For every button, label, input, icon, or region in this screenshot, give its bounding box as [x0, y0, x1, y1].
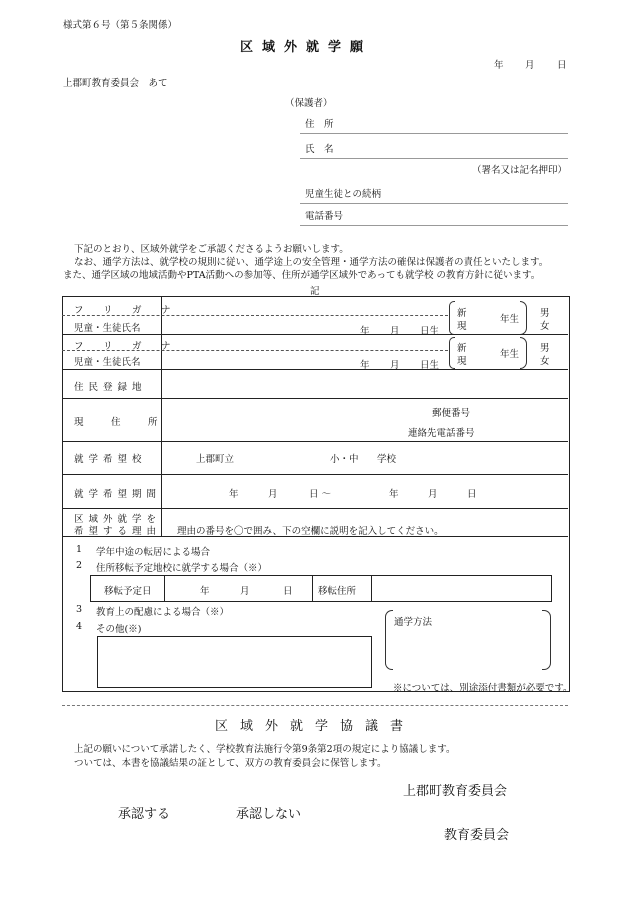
row-divider [62, 334, 568, 335]
contact-phone-label: 連絡先電話番号 [408, 428, 475, 439]
board-name: 上郡町教育委員会 [403, 784, 508, 799]
row-divider [62, 441, 568, 442]
status-current-1: 現 [457, 321, 467, 332]
birth-year-1: 年 [360, 326, 370, 337]
date-month: 月 [525, 60, 535, 71]
birth-year-2: 年 [360, 360, 370, 371]
row-divider [62, 536, 568, 537]
furigana-divider-1 [62, 315, 448, 316]
phone-label: 電話番号 [305, 211, 344, 222]
row-divider [62, 369, 568, 370]
relation-label: 児童生徒との続柄 [305, 189, 382, 200]
period-day-2: 日 [467, 489, 477, 500]
move-date-label: 移転予定日 [104, 586, 152, 597]
school-word-label: 学校 [377, 454, 397, 465]
section-separator [62, 705, 568, 706]
period-month-1: 月 [268, 489, 278, 500]
period-year-2: 年 [389, 489, 399, 500]
row-divider [62, 508, 568, 509]
reason-num-4[interactable]: 4 [76, 621, 83, 632]
guardian-address-line[interactable] [300, 133, 568, 134]
guardian-heading: （保護者） [285, 98, 333, 109]
birth-month-1: 月 [390, 326, 400, 337]
furigana-divider-2 [62, 350, 448, 351]
move-year: 年 [200, 586, 210, 597]
registered-address-label: 住民登録地 [74, 382, 147, 393]
guardian-address-label: 住 所 [305, 119, 334, 130]
date-day: 日 [557, 60, 567, 71]
reason-text-4: その他(※) [96, 624, 142, 635]
move-divider [164, 575, 165, 601]
gender-female-2[interactable]: 女 [540, 356, 550, 367]
current-address-label: 現 住 所 [74, 417, 167, 428]
period-year-1: 年 [229, 489, 239, 500]
intro-line-3: また、通学区域の地域活動やPTA活動への参加等、住所が通学区域外であっても就学校 の教育方針に従います。 [63, 270, 541, 281]
relation-line[interactable] [300, 203, 568, 204]
reason-label-1: 区域外就学を [74, 514, 162, 525]
reason-text-3: 教育上の配慮による場合（※） [96, 607, 230, 618]
child-name-label-1: 児童・生徒氏名 [74, 323, 141, 334]
reason-text-2: 住所移転予定地校に就学する場合（※） [96, 563, 268, 574]
period-day-1: 日 〜 [309, 489, 332, 500]
addressee: 上郡町教育委員会 あて [63, 78, 168, 89]
move-address-label: 移転住所 [318, 586, 357, 597]
status-bracket-right-2 [520, 337, 527, 369]
town-label: 上郡町立 [196, 454, 235, 465]
guardian-name-line[interactable] [300, 158, 568, 159]
ki-label: 記 [310, 286, 320, 297]
school-kind-label[interactable]: 小・中 [330, 454, 359, 465]
gender-male-2[interactable]: 男 [540, 343, 550, 354]
period-month-2: 月 [428, 489, 438, 500]
date-year: 年 [494, 60, 504, 71]
intro-line-2: なお、通学方法は、就学校の規則に従い、通学途上の安全管理・通学方法の確保は保護者の責任といたします。 [74, 257, 549, 268]
commute-bracket-left [385, 610, 393, 670]
commute-label: 通学方法 [394, 617, 433, 628]
attachment-note: ※については、別途添付書類が必要です。 [393, 683, 573, 694]
agreement-line-1: 上記の願いについて承諾したく、学校教育法施行令第9条第2項の規定により協議します。 [74, 744, 456, 755]
child-name-label-2: 児童・生徒氏名 [74, 357, 141, 368]
birth-day-1: 日生 [420, 326, 440, 337]
explanation-box[interactable] [97, 636, 372, 688]
reason-num-3[interactable]: 3 [76, 604, 83, 615]
approve-option[interactable]: 承認する [118, 807, 171, 822]
guardian-name-label: 氏 名 [305, 144, 334, 155]
status-current-2: 現 [457, 356, 467, 367]
reason-instruction: 理由の番号を〇で囲み、下の空欄に説明を記入してください。 [177, 526, 444, 537]
move-day: 日 [283, 586, 293, 597]
birth-month-2: 月 [390, 360, 400, 371]
move-month: 月 [240, 586, 250, 597]
status-bracket-right-1 [520, 301, 527, 335]
reason-num-1[interactable]: 1 [76, 544, 83, 555]
gender-male-1[interactable]: 男 [540, 308, 550, 319]
row-divider [62, 474, 568, 475]
other-board-name: 教育委員会 [444, 828, 510, 843]
desired-school-label: 就学希望校 [74, 454, 147, 465]
reason-label-2: 希望する理由 [74, 526, 162, 537]
page-title: 区域外就学願 [240, 40, 373, 55]
furigana-label-1: フ リ ガ ナ [74, 305, 176, 316]
grade-label-2: 年生 [500, 349, 520, 360]
row-divider [62, 398, 568, 399]
furigana-label-2: フ リ ガ ナ [74, 341, 176, 352]
status-new-2: 新 [457, 343, 467, 354]
status-bracket-left-2 [449, 337, 455, 369]
birth-day-2: 日生 [420, 360, 440, 371]
status-bracket-left-1 [449, 301, 455, 335]
status-new-1: 新 [457, 308, 467, 319]
gender-female-1[interactable]: 女 [540, 321, 550, 332]
disapprove-option[interactable]: 承認しない [236, 807, 302, 822]
desired-period-label: 就学希望期間 [74, 489, 162, 500]
agreement-title: 区域外就学協議書 [215, 719, 416, 734]
postal-label: 郵便番号 [432, 408, 471, 419]
seal-note: （署名又は記名押印） [472, 165, 568, 176]
move-divider [371, 575, 372, 601]
move-divider [312, 575, 313, 601]
agreement-line-2: ついては、本書を協議結果の証として、双方の教育委員会に保管します。 [74, 758, 387, 769]
form-id: 様式第６号（第５条関係） [63, 20, 178, 31]
commute-bracket-right [542, 610, 551, 670]
phone-line[interactable] [300, 225, 568, 226]
reason-num-2[interactable]: 2 [76, 560, 83, 571]
reason-text-1: 学年中途の転居による場合 [96, 547, 211, 558]
intro-line-1: 下記のとおり、区域外就学をご承認くださるようお願いします。 [74, 244, 349, 255]
grade-label-1: 年生 [500, 314, 520, 325]
